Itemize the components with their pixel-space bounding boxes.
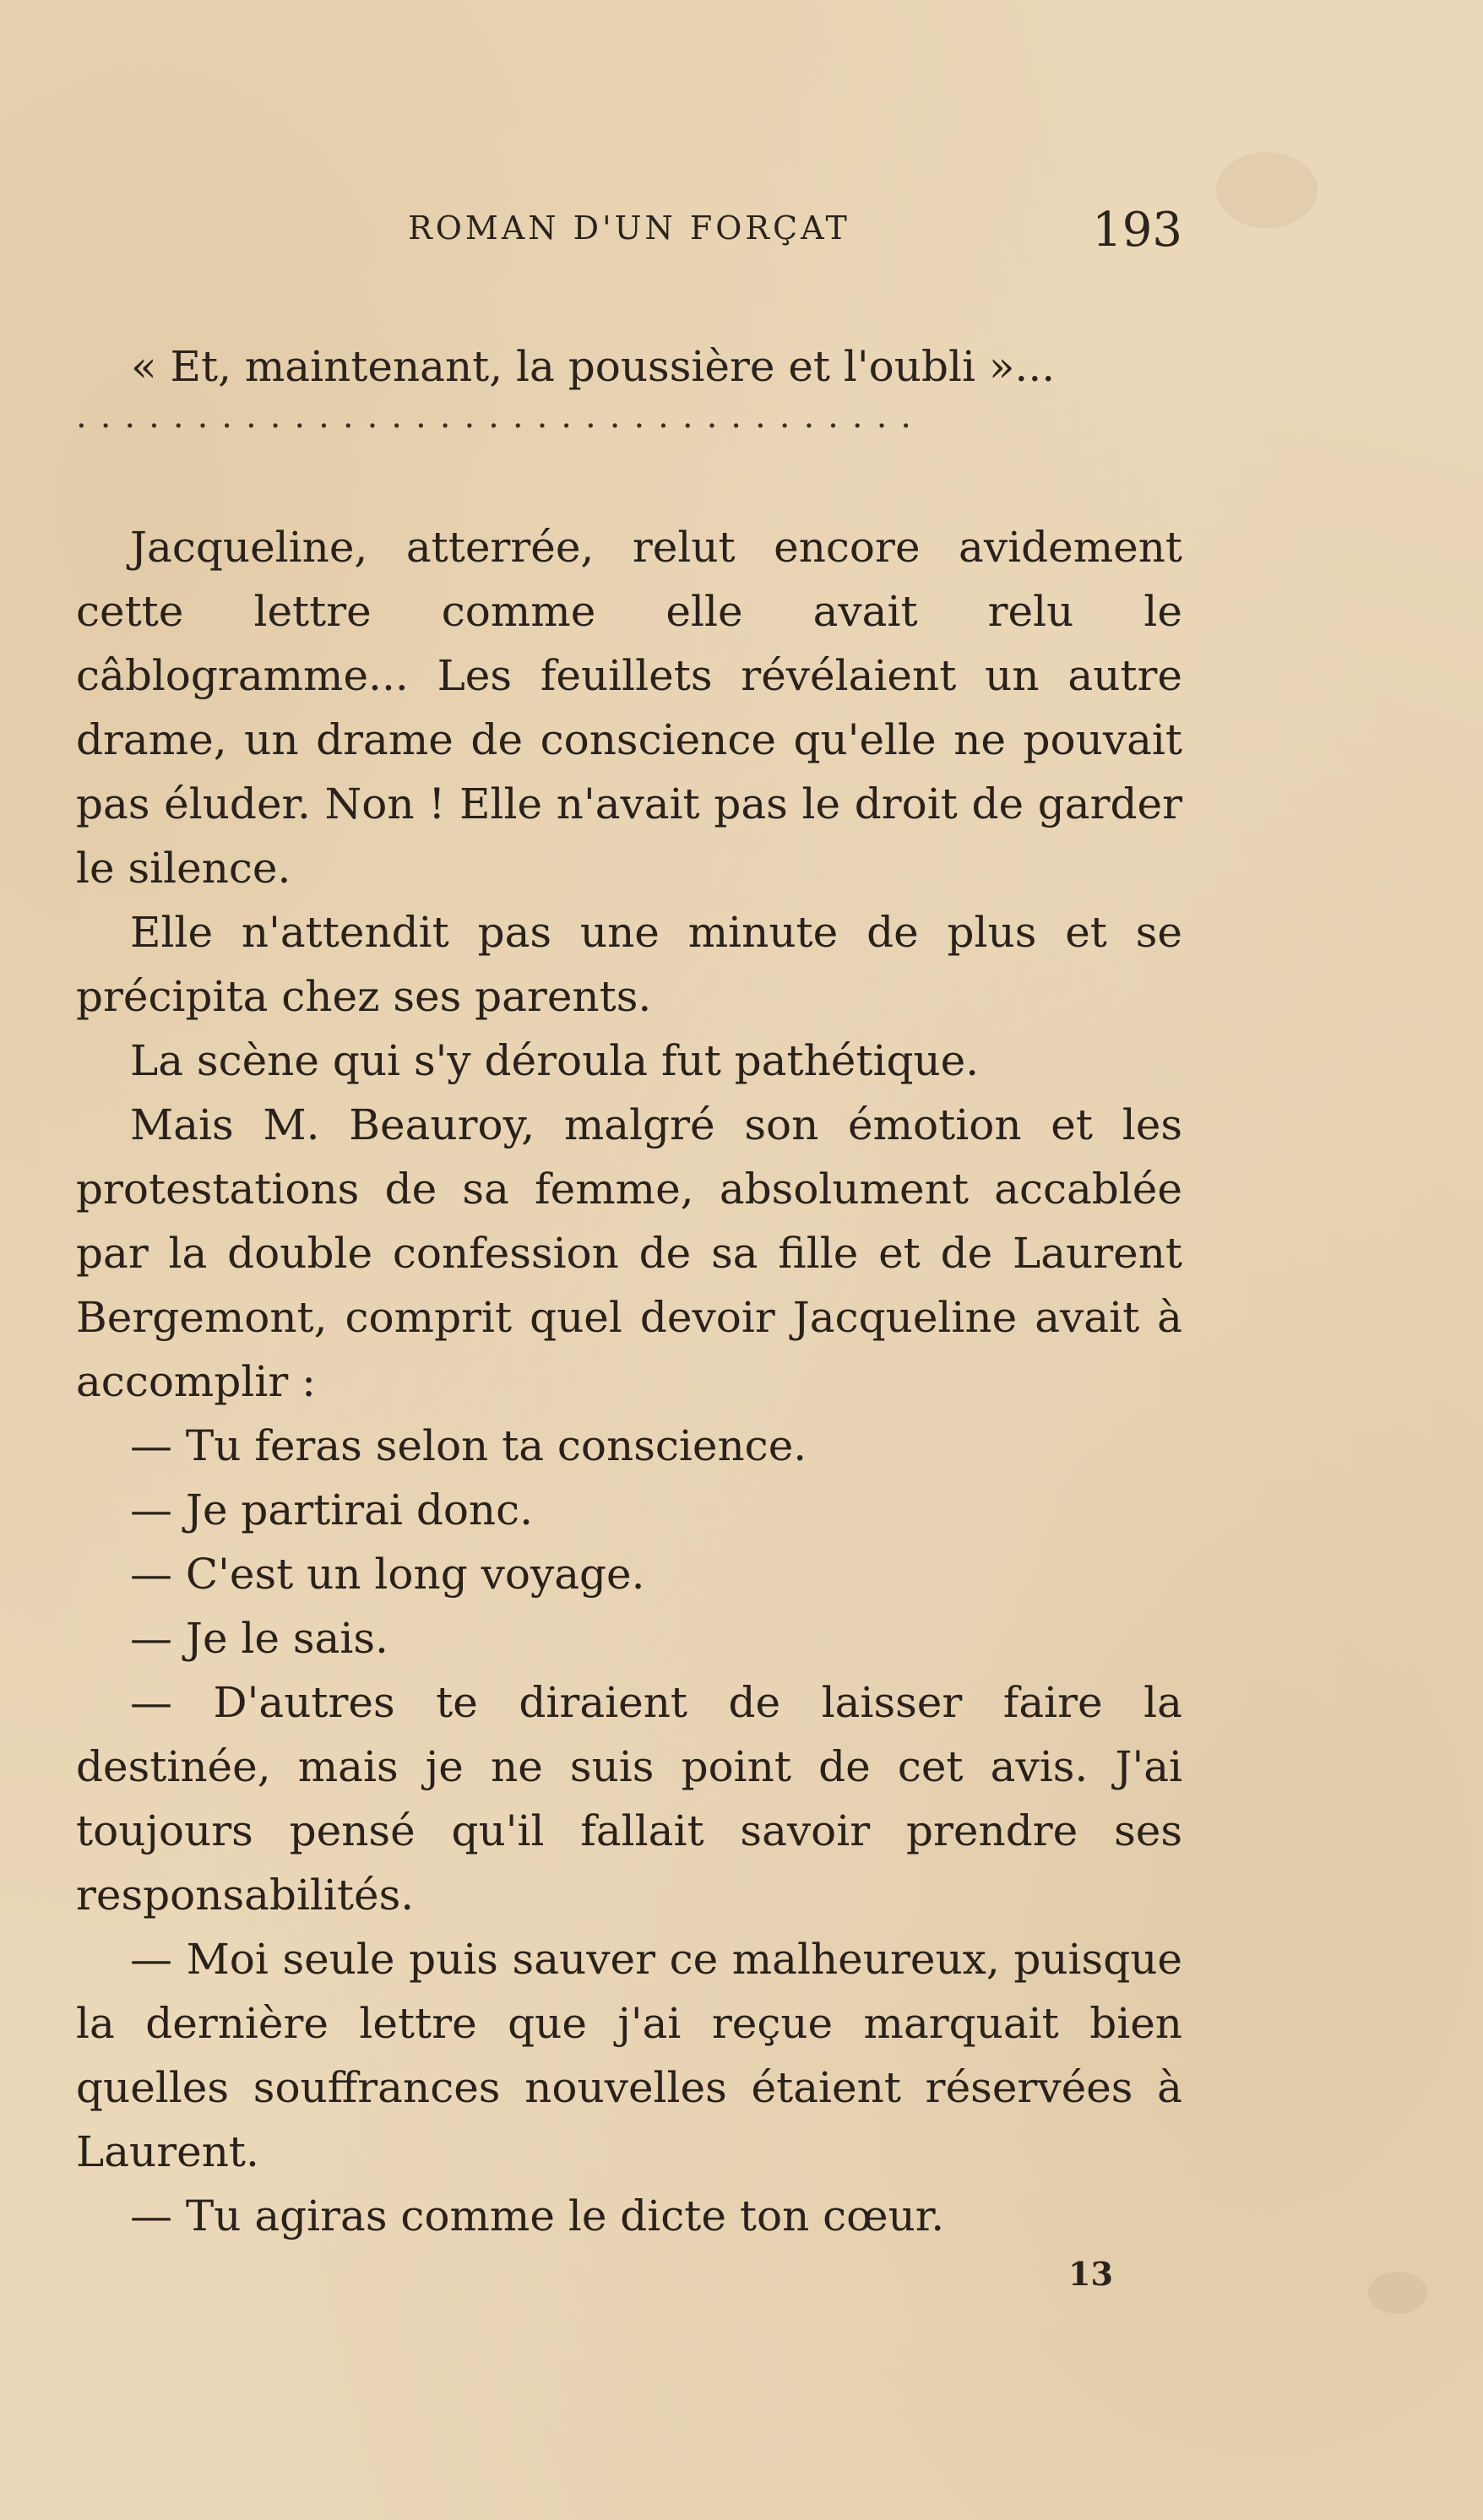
- paragraph: Mais M. Beauroy, malgré son émotion et les protestations de sa femme, absolument accablée par la double confession de sa fille et de Laurent Bergemont, comprit quel devoir Jacqueline avait à accomplir :: [76, 1100, 1182, 1406]
- running-title: ROMAN D'UN FORÇAT: [408, 209, 850, 247]
- dialogue-line: — Je partirai donc.: [130, 1485, 534, 1534]
- dialogue-line: — C'est un long voyage.: [130, 1550, 645, 1599]
- epigraph-quote: « Et, maintenant, la poussière et l'oubli »...: [131, 342, 1056, 391]
- body-text: [76, 515, 1182, 2248]
- page-number: 193: [1092, 203, 1182, 258]
- paper-stain: [1216, 152, 1317, 228]
- dialogue-line: — D'autres te diraient de laisser faire la destinée, mais je ne suis point de cet avis. J'ai toujours pensé qu'il fallait savoir prendre ses responsabilités.: [76, 1678, 1182, 1920]
- signature-mark: 13: [1068, 2255, 1113, 2293]
- dialogue-line: — Tu agiras comme le dicte ton cœur.: [130, 2191, 945, 2240]
- running-head: [76, 203, 1182, 262]
- dialogue-line: — Je le sais.: [130, 1614, 388, 1663]
- paper-stain: [1368, 2272, 1427, 2314]
- dialogue-line: — Tu feras selon ta conscience.: [130, 1421, 807, 1470]
- paragraph: Jacqueline, atterrée, relut encore avidement cette lettre comme elle avait relu le câblogramme... Les feuillets révélaient un autre drame, un drame de conscience qu'elle ne pouvait pas éluder. Non ! Elle n'avait pas le droit de garder le silence.: [76, 523, 1182, 893]
- paragraph: Elle n'attendit pas une minute de plus et se précipita chez ses parents.: [76, 908, 1182, 1021]
- dialogue-line: — Moi seule puis sauver ce malheureux, puisque la dernière lettre que j'ai reçue marquait bien quelles souffrances nouvelles étaient réservées à Laurent.: [76, 1935, 1182, 2176]
- section-separator: ...................................: [76, 397, 926, 436]
- paragraph: La scène qui s'y déroula fut pathétique.: [130, 1036, 980, 1085]
